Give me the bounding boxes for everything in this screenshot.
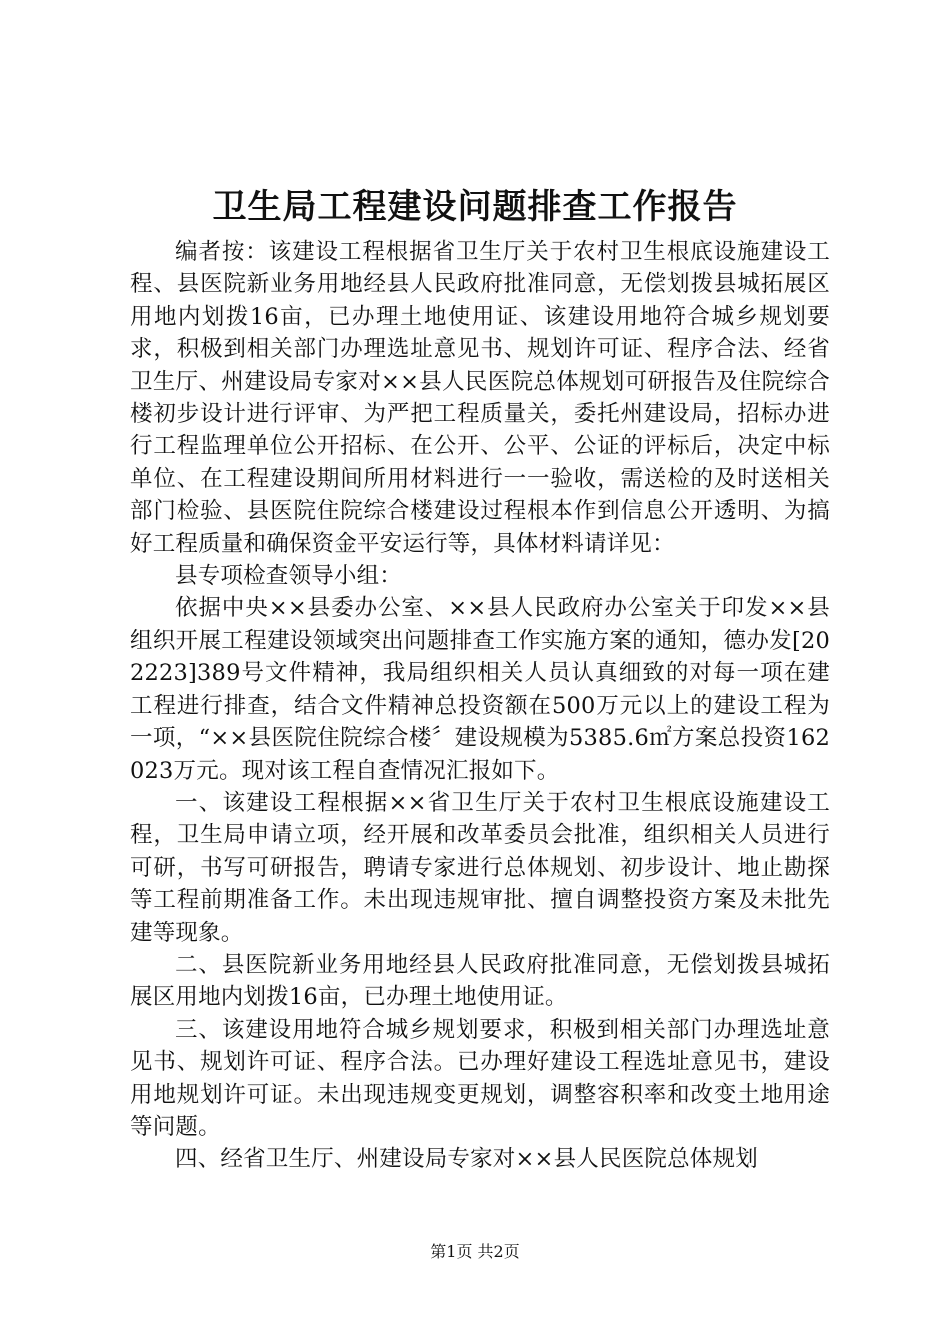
page-footer: 第1页 共2页	[430, 1242, 520, 1261]
paragraph-addressee: 县专项检查领导小组：	[175, 563, 403, 590]
paragraph-item-2: 二、县医院新业务用地经县人民政府批准同意，无偿划拨县城拓展区用地内划拨16亩，已办理土地使用证。	[130, 951, 830, 1011]
paragraph-editor-note: 编者按：该建设工程根据省卫生厅关于农村卫生根底设施建设工程、县医院新业务用地经县人民政府批准同意，无偿划拨县城拓展区用地内划拨16亩，已办理土地使用证、该建设用地符合城乡规划要求，积极到相关部门办理选址意见书、规划许可证、程序合法、经省卫生厅、州建设局专家对××县人民医院总体规划可研报告及住院综合楼初步设计进行评审、为严把工程质量关，委托州建设局，招标办进行工程监理单位公开招标、在公开、公平、公证的评标后，决定中标单位、在工程建设期间所用材料进行一一验收，需送检的及时送相关部门检验、县医院住院综合楼建设过程根本作到信息公开透明、为搞好工程质量和确保资金平安运行等，具体材料请详见：	[130, 239, 830, 557]
paragraph-item-3: 三、该建设用地符合城乡规划要求，积极到相关部门办理选址意见书、规划许可证、程序合法。已办理好建设工程选址意见书，建设用地规划许可证。未出现违规变更规划，调整容积率和改变土地用途等问题。	[130, 1016, 830, 1140]
document-body	[130, 236, 830, 1176]
document-title: 卫生局工程建设问题排查工作报告	[212, 187, 738, 227]
paragraph-item-1: 一、该建设工程根据××省卫生厅关于农村卫生根底设施建设工程，卫生局申请立项，经开展和改革委员会批准，组织相关人员进行可研，书写可研报告，聘请专家进行总体规划、初步设计、地止勘探等工程前期准备工作。未出现违规审批、擅自调整投资方案及未批先建等现象。	[130, 789, 830, 946]
paragraph-basis: 依据中央××县委办公室、××县人民政府办公室关于印发××县组织开展工程建设领域突出问题排查工作实施方案的通知，德办发[202223]389号文件精神，我局组织相关人员认真细致的对每一项在建工程进行排查，结合文件精神总投资额在500万元以上的建设工程为一项，“××县医院住院综合楼〞建设规模为5385.6㎡方案总投资162023万元。现对该工程自查情况汇报如下。	[130, 595, 830, 784]
paragraph-item-4: 四、经省卫生厅、州建设局专家对××县人民医院总体规划	[175, 1146, 758, 1173]
